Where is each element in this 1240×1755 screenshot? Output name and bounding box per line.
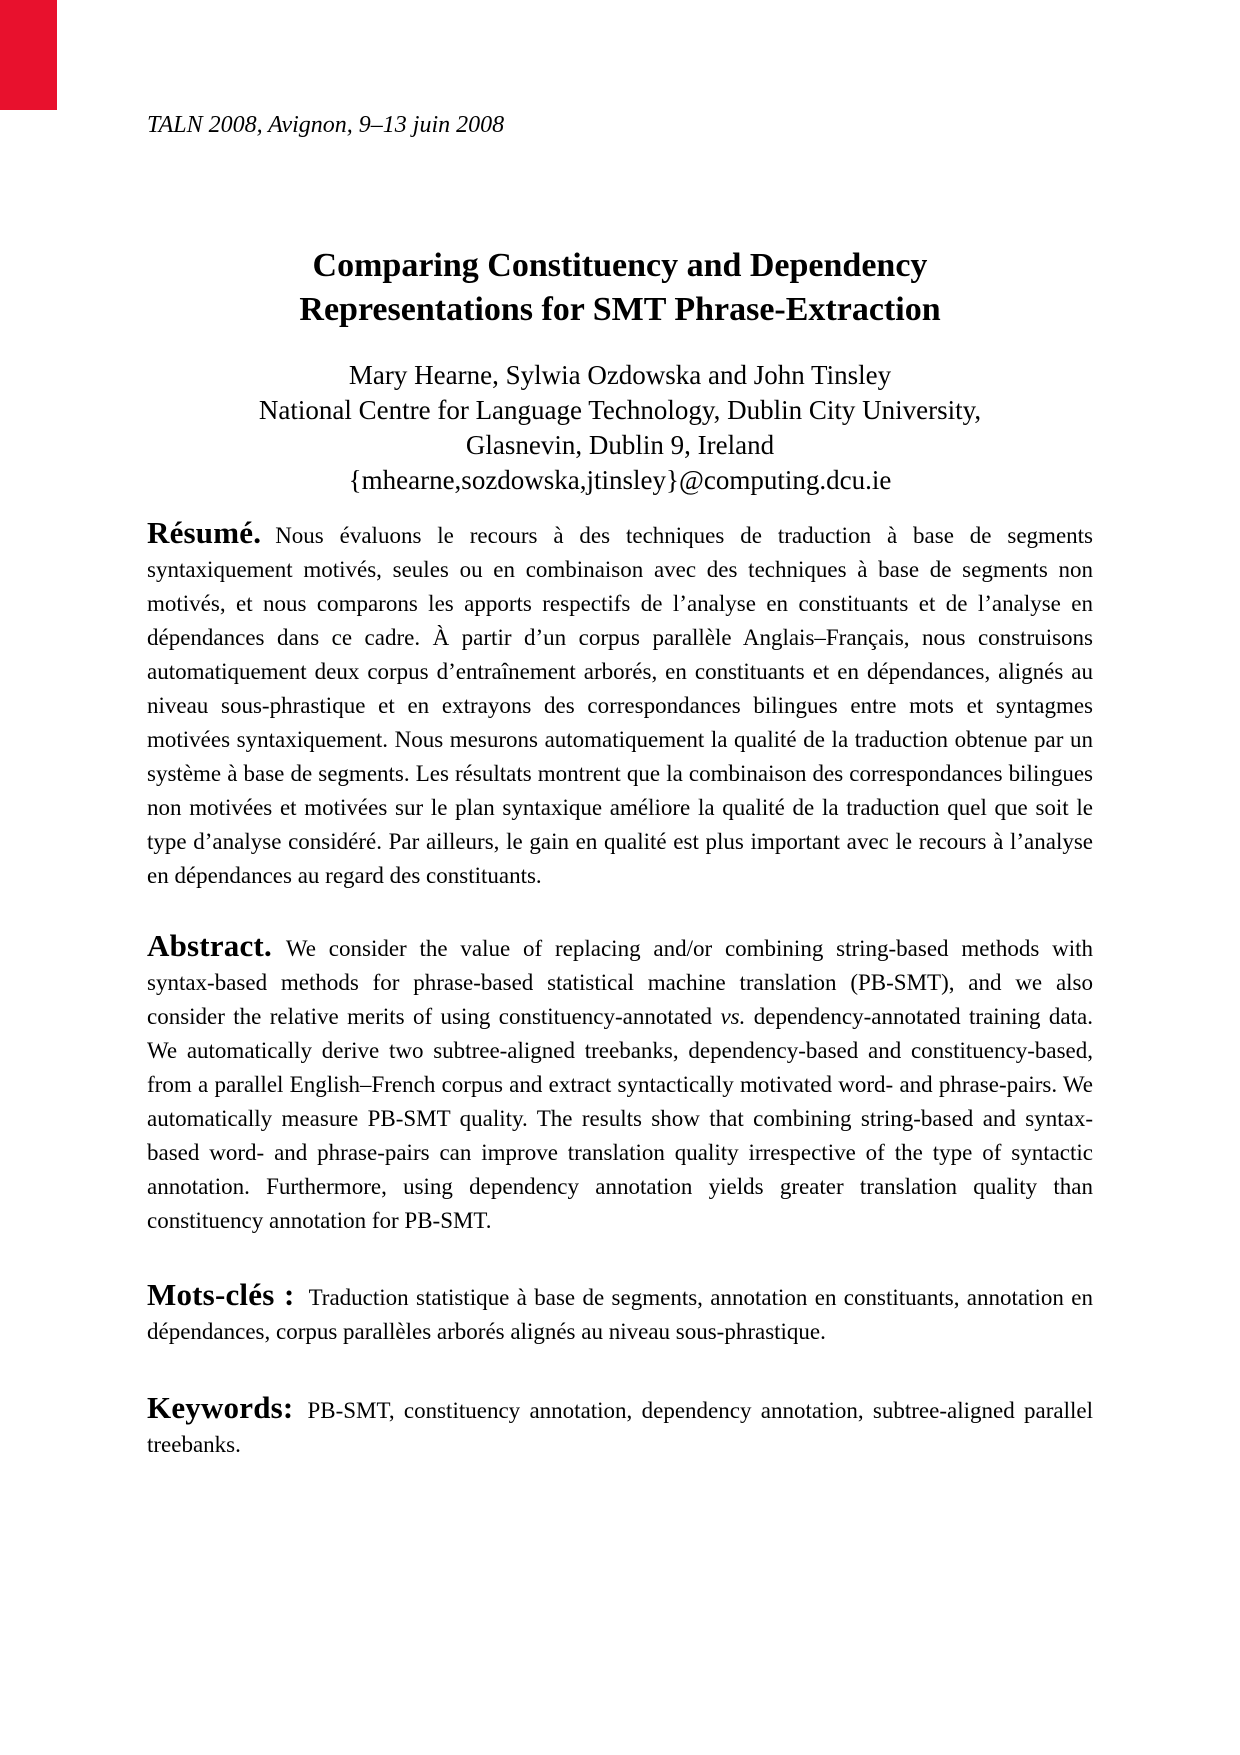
authors-block [147,358,1093,498]
affiliation-line-1: National Centre for Language Technology, Dublin City University, [258,395,982,425]
abstract-text-after: dependency-annotated training data. We automatically derive two subtree-aligned treebanks, dependency-based and constituency-based, from a parallel English–French corpus and extract syntactically motivated word- and phrase-pairs. We automatically measure PB-SMT quality. The results show that combining string-based and syntax-based word- and phrase-pairs can improve translation quality irrespective of the type of syntactic annotation. Furthermore, using dependency annotation yields greater translation quality than constituency annotation for PB-SMT. [147,1004,1093,1233]
abstract-label: Abstract. [147,928,272,963]
keywords-label: Keywords: [147,1390,294,1425]
resume-label: Résumé. [147,515,262,550]
paper-title [147,244,1093,332]
abstract-text-before: We consider the value of replacing and/or combining string-based methods with syntax-based methods for phrase-based statistical machine translation (PB-SMT), and we also consider the relative merits of using constituency-annotated [147,936,1093,1029]
mots-cles-label: Mots-clés : [147,1277,295,1312]
author-email: {mhearne,sozdowska,jtinsley}@computing.dcu.ie [348,465,892,495]
resume-section [147,516,1093,893]
keywords-section [147,1391,1093,1462]
resume-text: Nous évaluons le recours à des techniques de traduction à base de segments syntaxiquement motivés, seules ou en combinaison avec des techniques à base de segments non motivés, et nous comparons les apports respectifs de l’analyse en constituants et de l’analyse en dépendances dans ce cadre. À partir d’un corpus parallèle Anglais–Français, nous construisons automatiquement deux corpus d’entraînement arborés, en constituants et en dépendances, alignés au niveau sous-phrastique et en extrayons des correspondances bilingues entre mots et syntagmes motivées syntaxiquement. Nous mesurons automatiquement la qualité de la traduction obtenue par un système à base de segments. Les résultats montrent que la combinaison des correspondances bilingues non motivées et motivées sur le plan syntaxique améliore la qualité de la traduction quel que soit le type d’analyse considéré. Par ailleurs, le gain en qualité est plus important avec le recours à l’analyse en dépendances au regard des constituants. [147,523,1093,888]
mots-cles-text: Traduction statistique à base de segments, annotation en constituants, annotation en dépendances, corpus parallèles arborés alignés au niveau sous-phrastique. [147,1285,1093,1344]
abstract-section [147,929,1093,1238]
affiliation-line-2: Glasnevin, Dublin 9, Ireland [465,430,775,460]
paper-content [147,0,1093,1462]
conference-header: TALN 2008, Avignon, 9–13 juin 2008 [147,112,505,138]
abstract-vs-italic: vs. [720,1004,746,1029]
keywords-text: PB-SMT, constituency annotation, dependency annotation, subtree-aligned parallel treebanks. [147,1398,1093,1457]
paper-title-line-2: Representations for SMT Phrase-Extraction [299,291,941,328]
paper-title-line-1: Comparing Constituency and Dependency [312,247,928,284]
author-names: Mary Hearne, Sylwia Ozdowska and John Tinsley [348,360,892,390]
red-corner-marker [0,0,57,110]
mots-cles-section [147,1278,1093,1349]
